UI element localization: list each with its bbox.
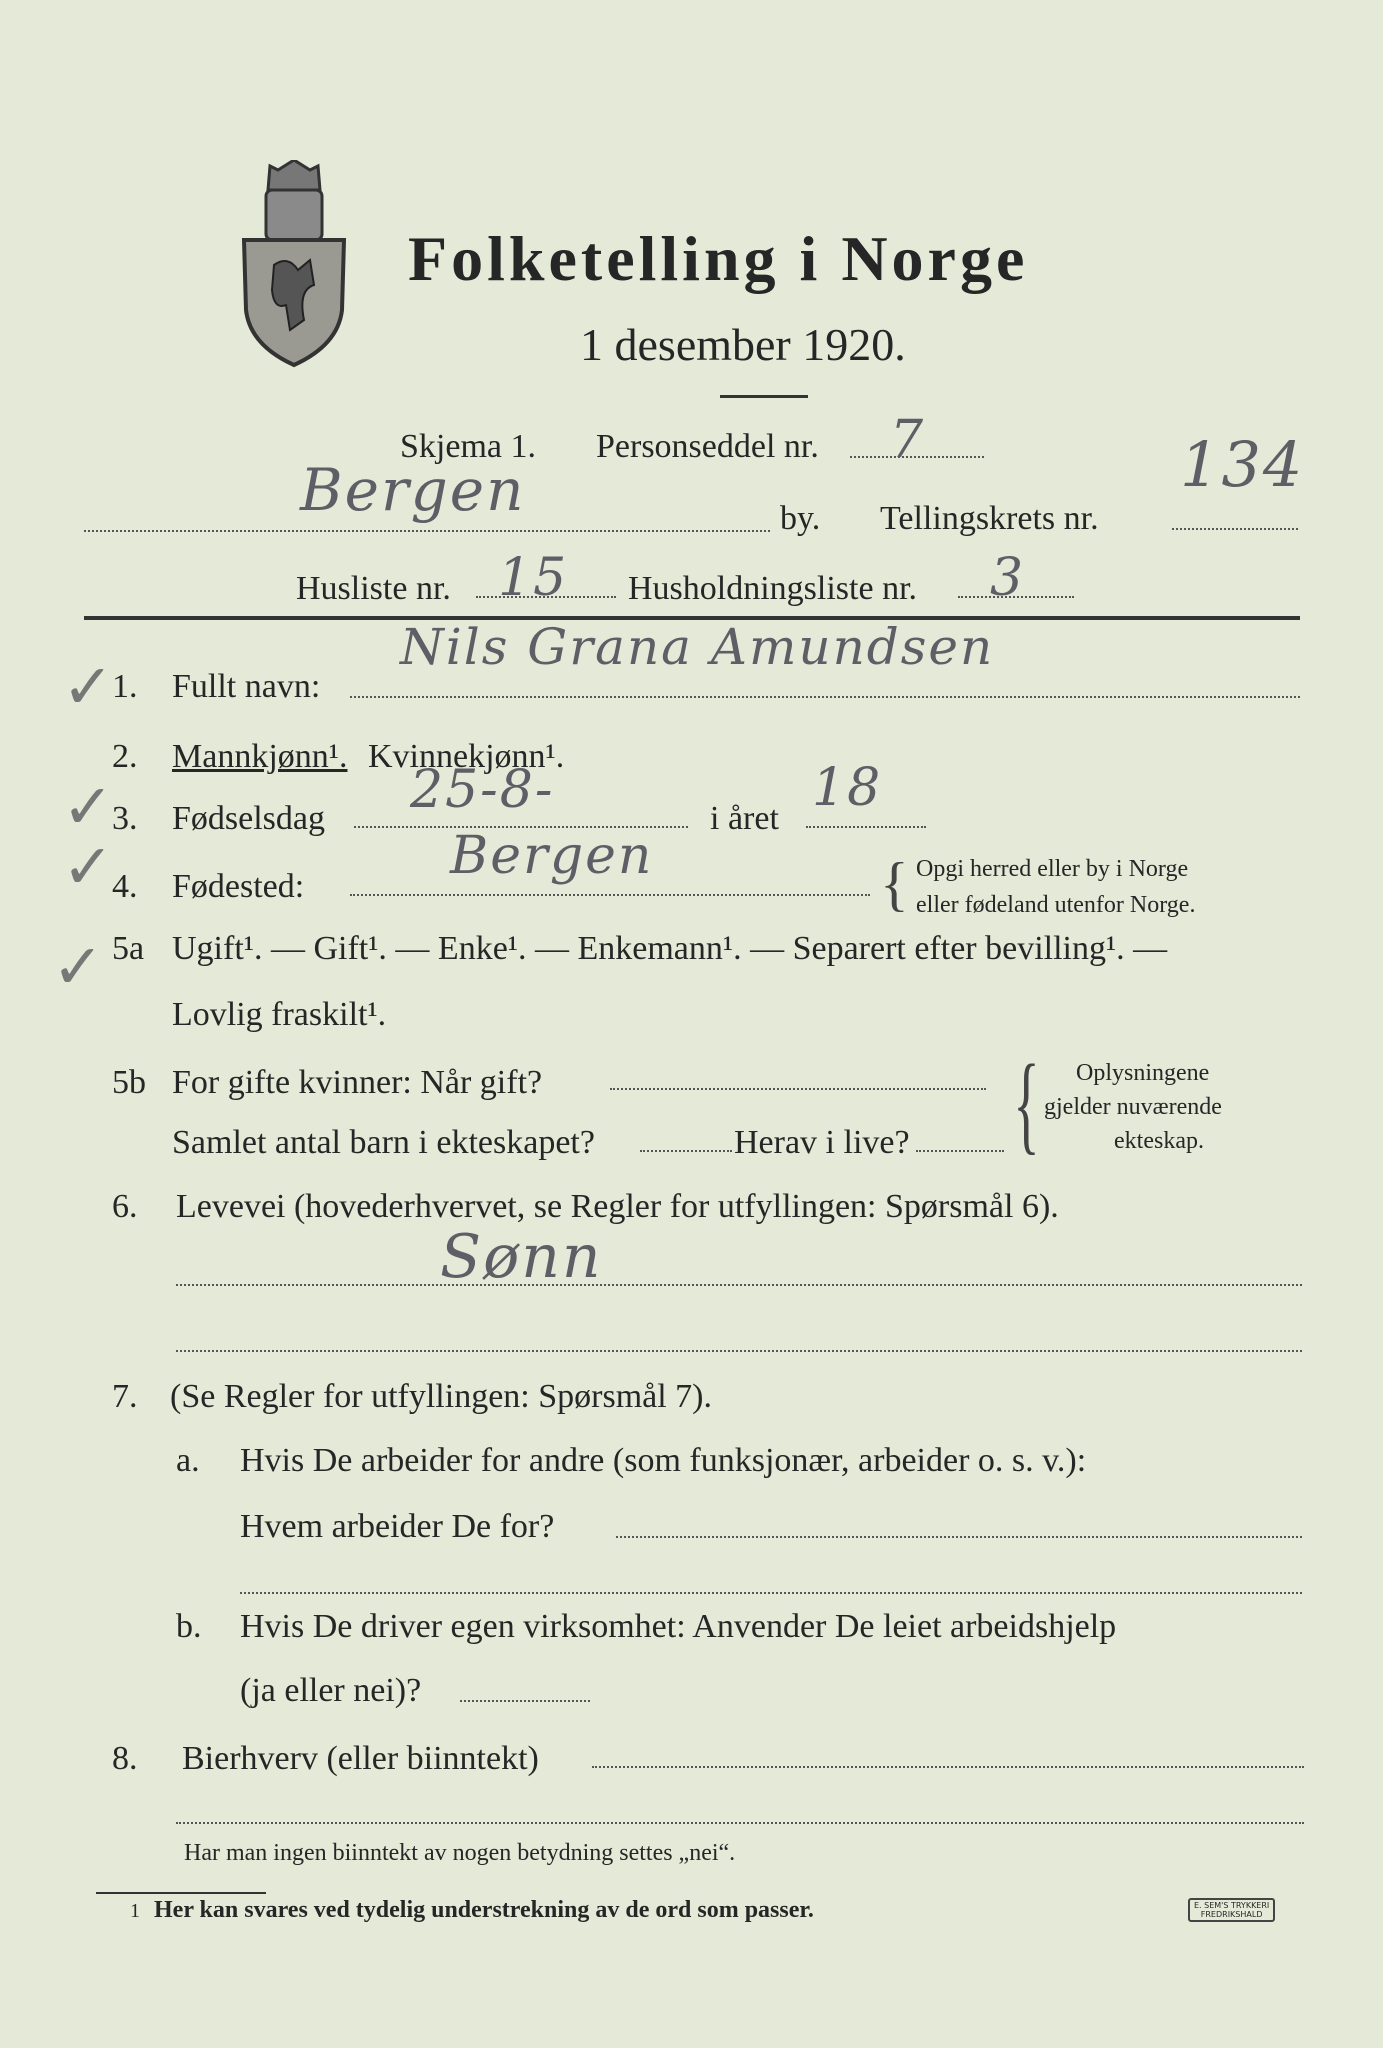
side-income-field-1[interactable] [592,1766,1304,1768]
q3-year-label: i året [710,800,779,837]
footer-note: Har man ingen biinntekt av nogen betydning settes „nei“. [184,1840,736,1866]
married-date-field[interactable] [610,1088,986,1090]
printer-stamp [1188,1898,1275,1922]
hired-help-field[interactable] [460,1700,590,1702]
q5b-note-line1: Oplysningene [1076,1060,1210,1086]
q2-female-option[interactable]: Kvinnekjønn¹. [368,738,565,775]
q7b-question: (ja eller nei)? [240,1672,422,1709]
birth-year-field[interactable] [806,826,926,828]
q4-note-line1: Opgi herred eller by i Norge [916,856,1189,882]
q5b-note-line2: gjelder nuværende [1044,1094,1222,1120]
alive-field[interactable] [916,1150,1004,1152]
personseddel-value: 7 [890,410,926,470]
q1-label: Fullt navn: [172,668,321,705]
q7a-letter: a. [176,1442,200,1479]
footnote-number: 1 [130,1900,140,1922]
brace-icon: { [880,851,909,917]
title-divider [720,395,808,398]
footnote-divider [96,1892,266,1894]
q4-label: Fødested: [172,868,305,905]
by-label: by. [780,500,821,537]
q5b-children-label: Samlet antal barn i ekteskapet? [172,1124,595,1161]
q5b-number: 5b [112,1064,146,1101]
q2-male-option[interactable]: Mannkjønn¹. [172,738,348,775]
occupation-field-1[interactable] [176,1284,1302,1286]
q3-label: Fødselsdag [172,800,325,837]
occupation-field-2[interactable] [176,1350,1302,1352]
form-title: Folketelling i Norge [408,223,1029,294]
q5a-options[interactable]: Ugift¹. — Gift¹. — Enke¹. — Enkemann¹. — Separert efter bevilling¹. — [172,930,1168,967]
q3-number: 3. [112,800,138,837]
full-name-field[interactable] [350,696,1300,698]
full-name-value: Nils Grana Amundsen [400,618,995,676]
birth-year-value: 18 [812,758,883,818]
checkmark-icon: ✓ [62,830,114,903]
q5b-married-label: For gifte kvinner: Når gift? [172,1064,543,1101]
employer-field-2[interactable] [240,1592,1302,1594]
city-value: Bergen [300,456,526,524]
q5b-note-line3: ekteskap. [1114,1128,1204,1154]
q4-number: 4. [112,868,138,905]
q6-label: Levevei (hovederhvervet, se Regler for utfyllingen: Spørsmål 6). [176,1188,1059,1225]
birthplace-field[interactable] [350,894,870,896]
personseddel-label: Personseddel nr. [596,428,819,465]
coat-of-arms-icon [238,160,350,370]
checkmark-icon: ✓ [62,650,114,723]
children-field[interactable] [640,1150,732,1152]
q5a-options-cont[interactable]: Lovlig fraskilt¹. [172,996,387,1033]
checkmark-icon: ✓ [62,770,114,843]
tellingskrets-label: Tellingskrets nr. [880,500,1099,537]
husliste-label: Husliste nr. [296,570,451,607]
husholdningsliste-value: 3 [990,548,1026,608]
q1-number: 1. [112,668,138,705]
q4-note-line2: eller fødeland utenfor Norge. [916,892,1196,918]
q7-label: (Se Regler for utfyllingen: Spørsmål 7). [170,1378,713,1415]
printer-name: E. SEM'S TRYKKERI [1194,1901,1270,1910]
employer-field-1[interactable] [616,1536,1302,1538]
q6-number: 6. [112,1188,138,1225]
tellingskrets-field[interactable] [1172,528,1298,530]
checkmark-icon: ✓ [52,930,104,1003]
q8-label: Bierhverv (eller biinntekt) [182,1740,539,1777]
city-field[interactable] [84,530,770,532]
footnote-text: Her kan svares ved tydelig understrekning av de ord som passer. [154,1897,814,1923]
schema-label: Skjema 1. [400,428,536,465]
husliste-value: 15 [498,548,569,608]
printer-place: FREDRIKSHALD [1200,1910,1263,1919]
q5b-alive-label: Herav i live? [734,1124,910,1161]
q5a-number: 5a [112,930,145,967]
form-date: 1 desember 1920. [580,319,906,370]
q7b-text: Hvis De driver egen virksomhet: Anvender De leiet arbeidshjelp [240,1608,1117,1645]
q7a-question: Hvem arbeider De for? [240,1508,555,1545]
birthday-value: 25-8- [410,760,555,820]
q7b-letter: b. [176,1608,202,1645]
q7a-text: Hvis De arbeider for andre (som funksjonær, arbeider o. s. v.): [240,1442,1087,1479]
side-income-field-2[interactable] [176,1822,1304,1824]
occupation-value: Sønn [440,1222,603,1292]
birthplace-value: Bergen [450,826,654,886]
q2-number: 2. [112,738,138,775]
q7-number: 7. [112,1378,138,1415]
q8-number: 8. [112,1740,138,1777]
tellingskrets-value: 134 [1180,428,1305,501]
husholdningsliste-label: Husholdningsliste nr. [628,570,918,607]
brace-icon: { [1013,1042,1040,1164]
